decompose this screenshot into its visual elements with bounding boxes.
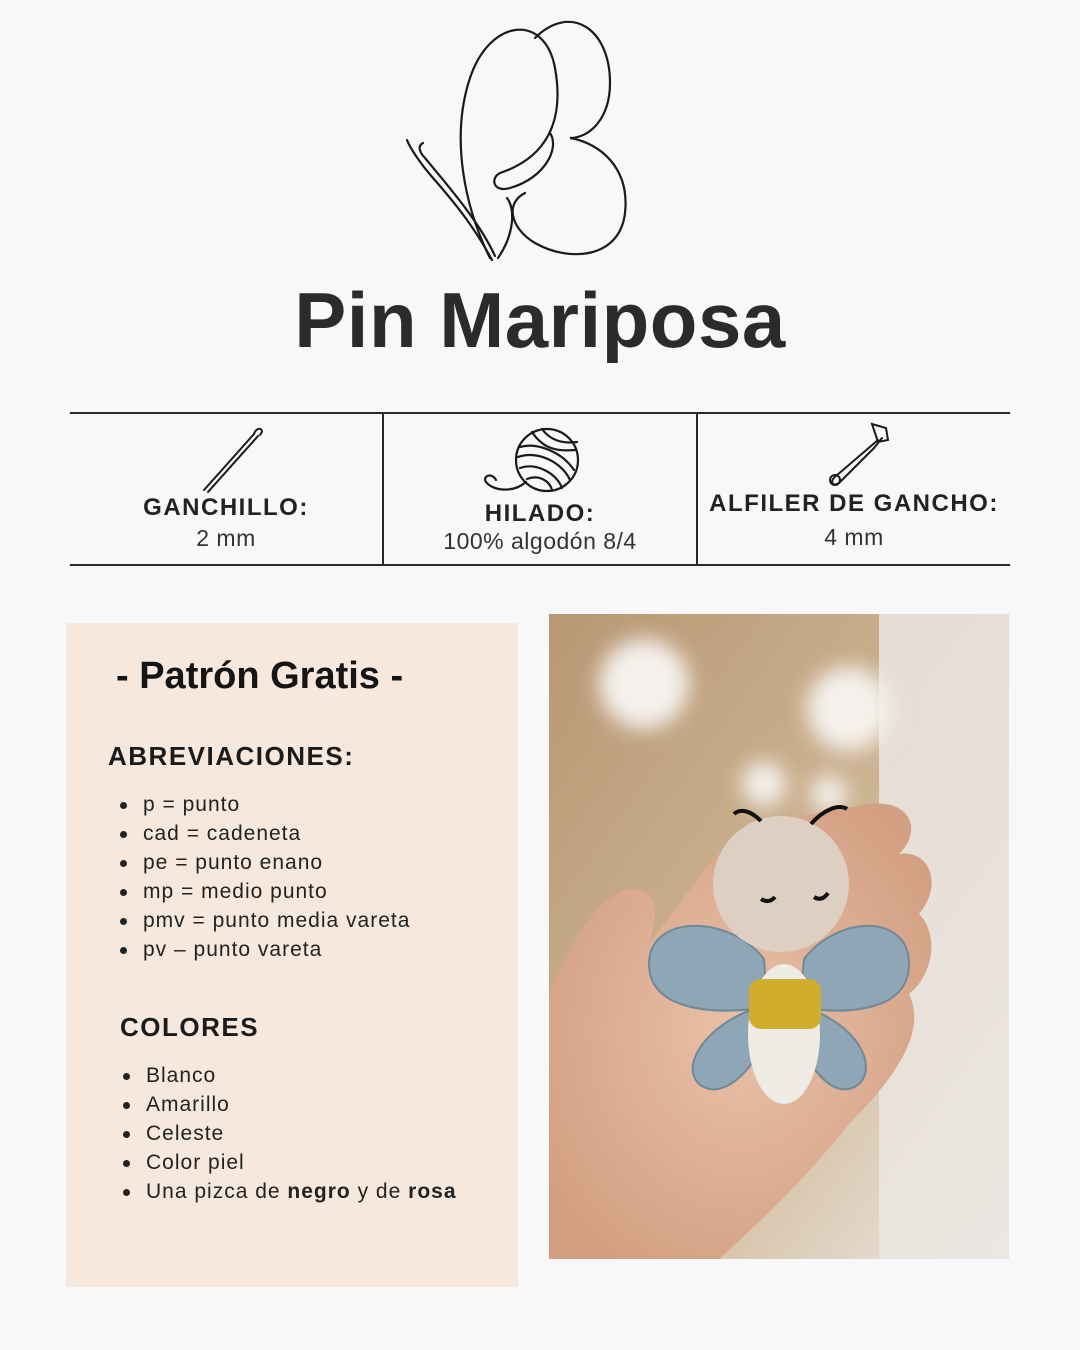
- list-item: mp = medio punto: [116, 877, 410, 906]
- safety-pin-icon: [826, 418, 894, 488]
- color-black: negro: [287, 1180, 351, 1203]
- spec-yarn: [382, 414, 696, 564]
- list-item: [119, 1177, 457, 1206]
- spec-pin: [696, 414, 1010, 564]
- list-item: Blanco: [119, 1061, 457, 1090]
- colors-heading: COLORES: [120, 1012, 260, 1042]
- spec-value: 2 mm: [196, 525, 256, 551]
- specs-bar: [70, 412, 1010, 566]
- list-item: pv – punto vareta: [116, 935, 410, 964]
- list-item: Amarillo: [119, 1090, 457, 1119]
- abbreviations-list: [116, 790, 410, 964]
- colors-list: [119, 1061, 457, 1206]
- spec-hook: [70, 414, 382, 564]
- spec-label: HILADO:: [484, 500, 596, 527]
- crochet-hook-icon: [198, 422, 268, 494]
- product-photo: [549, 614, 1009, 1259]
- list-item: p = punto: [116, 790, 410, 819]
- spec-value: 4 mm: [824, 524, 884, 550]
- color-pink: rosa: [408, 1180, 457, 1203]
- yarn-ball-icon: [482, 422, 586, 500]
- list-item: Celeste: [119, 1119, 457, 1148]
- spec-label: GANCHILLO:: [143, 494, 309, 521]
- text-middle: y de: [350, 1180, 409, 1203]
- abbreviations-heading: ABREVIACIONES:: [108, 741, 355, 771]
- page-title: Pin Mariposa: [294, 276, 786, 364]
- text-prefix: Una pizca de: [146, 1180, 288, 1203]
- list-item: cad = cadeneta: [116, 819, 410, 848]
- list-item: pe = punto enano: [116, 848, 410, 877]
- list-item: pmv = punto media vareta: [116, 906, 410, 935]
- card-title: - Patrón Gratis -: [116, 655, 404, 697]
- pattern-card: [66, 623, 518, 1287]
- butterfly-logo-icon: [395, 8, 645, 270]
- spec-label: ALFILER DE GANCHO:: [709, 490, 999, 517]
- list-item: Color piel: [119, 1148, 457, 1177]
- spec-value: 100% algodón 8/4: [443, 528, 637, 554]
